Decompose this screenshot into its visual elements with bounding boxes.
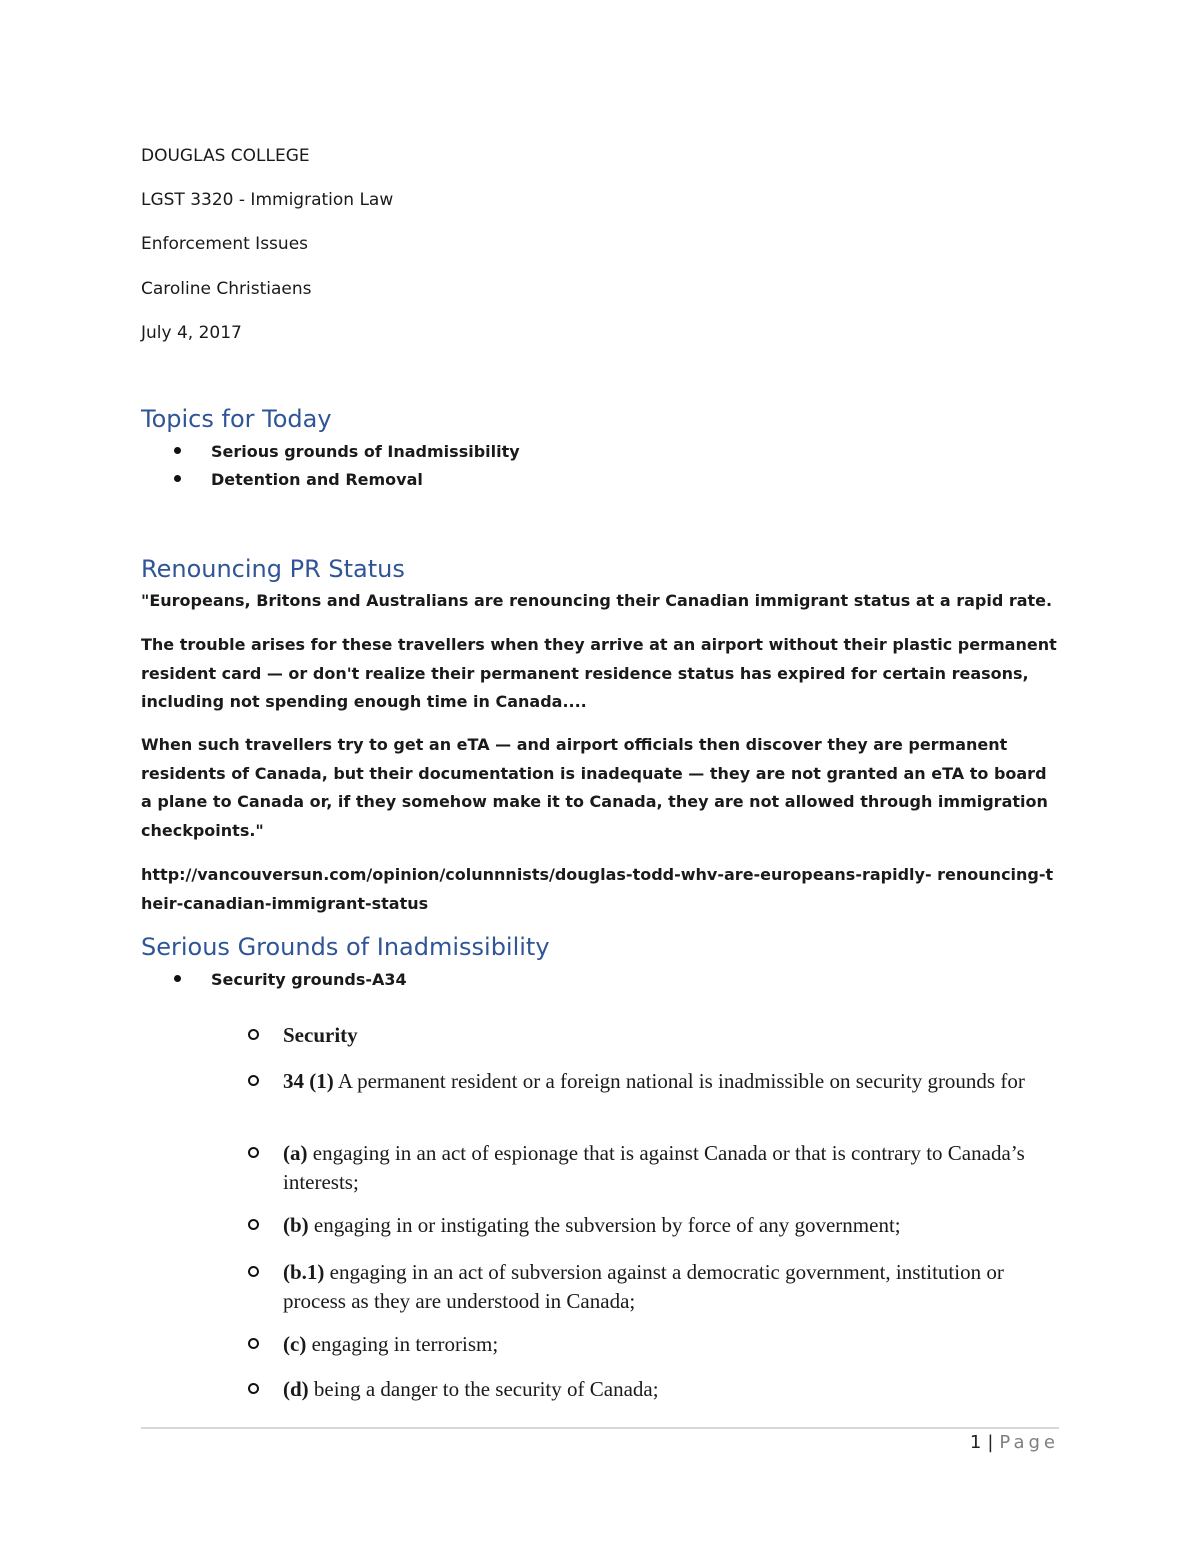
- subitem-label: (a): [283, 1141, 308, 1165]
- ring-bullet-icon: [248, 1219, 259, 1230]
- footer-separator: |: [987, 1432, 994, 1453]
- subitem-34-1: [248, 1067, 1038, 1096]
- institution-name: DOUGLAS COLLEGE: [141, 146, 310, 166]
- bullet-dot-icon: [174, 475, 181, 482]
- renouncing-heading: Renouncing PR Status: [141, 555, 405, 583]
- subitem-d: [248, 1375, 1038, 1404]
- security-grounds-item: [174, 970, 407, 989]
- page-label: Page: [999, 1432, 1059, 1453]
- quote-text: The trouble arises for these travellers when they arrive at an airport without their plastic permanent resident card — or don't realize their permanent residence status has expired for certain reasons, including not spending enough time in Canada....: [141, 635, 1057, 711]
- topic-item-1: [174, 442, 520, 461]
- quote-text: "Europeans, Britons and Australians are renouncing their Canadian immigrant status at a rapid rate.: [141, 591, 1053, 610]
- source-url: [141, 861, 1061, 918]
- subitem-text: A permanent resident or a foreign national is inadmissible on security grounds for: [333, 1069, 1025, 1093]
- subitem-text: engaging in or instigating the subversion by force of any government;: [308, 1213, 901, 1237]
- bullet-dot-icon: [174, 447, 181, 454]
- ring-bullet-icon: [248, 1266, 259, 1277]
- subitem-a: [248, 1139, 1038, 1196]
- subitem-text: engaging in an act of subversion against a democratic government, institution or process as they are understood in Canada;: [283, 1260, 1004, 1313]
- ring-bullet-icon: [248, 1029, 259, 1040]
- bullet-dot-icon: [174, 975, 181, 982]
- page-footer: [970, 1432, 1059, 1453]
- footer-divider: [141, 1427, 1059, 1429]
- lecture-topic: Enforcement Issues: [141, 234, 309, 254]
- author-name: Caroline Christiaens: [141, 279, 312, 299]
- subitem-label: Security: [283, 1023, 358, 1047]
- topics-heading: Topics for Today: [141, 405, 332, 433]
- course-title: LGST 3320 - Immigration Law: [141, 190, 394, 210]
- ring-bullet-icon: [248, 1075, 259, 1086]
- subitem-label: (b.1): [283, 1260, 325, 1284]
- inadmissibility-heading: Serious Grounds of Inadmissibility: [141, 933, 550, 961]
- topic-item-label: Serious grounds of Inadmissibility: [211, 442, 520, 461]
- quote-paragraph-2: [141, 631, 1061, 717]
- topic-item-2: [174, 470, 423, 489]
- document-date: July 4, 2017: [141, 323, 242, 343]
- subitem-label: 34 (1): [283, 1069, 334, 1093]
- subitem-label: (d): [283, 1377, 309, 1401]
- ring-bullet-icon: [248, 1383, 259, 1394]
- quote-text: When such travellers try to get an eTA — and airport officials then discover they are permanent residents of Canada, but their documentation is inadequate — they are not granted an eTA to board a plane to Canada or, if they somehow make it to Canada, they are not allowed through immigration checkpoints.": [141, 735, 1048, 840]
- subitem-b1: [248, 1258, 1038, 1315]
- ring-bullet-icon: [248, 1338, 259, 1349]
- ring-bullet-icon: [248, 1147, 259, 1158]
- quote-paragraph-3: [141, 731, 1061, 845]
- source-url-text: http://vancouversun.com/opinion/colunnnists/douglas-todd-whv-are-europeans-rapidly- renouncing-their-canadian-immigrant-status: [141, 865, 1054, 913]
- security-grounds-label: Security grounds-A34: [211, 970, 407, 989]
- quote-paragraph-1: [141, 587, 1061, 616]
- subitem-text: being a danger to the security of Canada;: [308, 1377, 659, 1401]
- subitem-security: [248, 1021, 1038, 1050]
- subitem-text: engaging in an act of espionage that is against Canada or that is contrary to Canada’s interests;: [283, 1141, 1025, 1194]
- subitem-text: engaging in terrorism;: [306, 1332, 499, 1356]
- subitem-c: [248, 1330, 1038, 1359]
- subitem-label: (c): [283, 1332, 307, 1356]
- subitem-b: [248, 1211, 1038, 1240]
- topic-item-label: Detention and Removal: [211, 470, 423, 489]
- subitem-label: (b): [283, 1213, 309, 1237]
- page-number: 1: [969, 1432, 982, 1453]
